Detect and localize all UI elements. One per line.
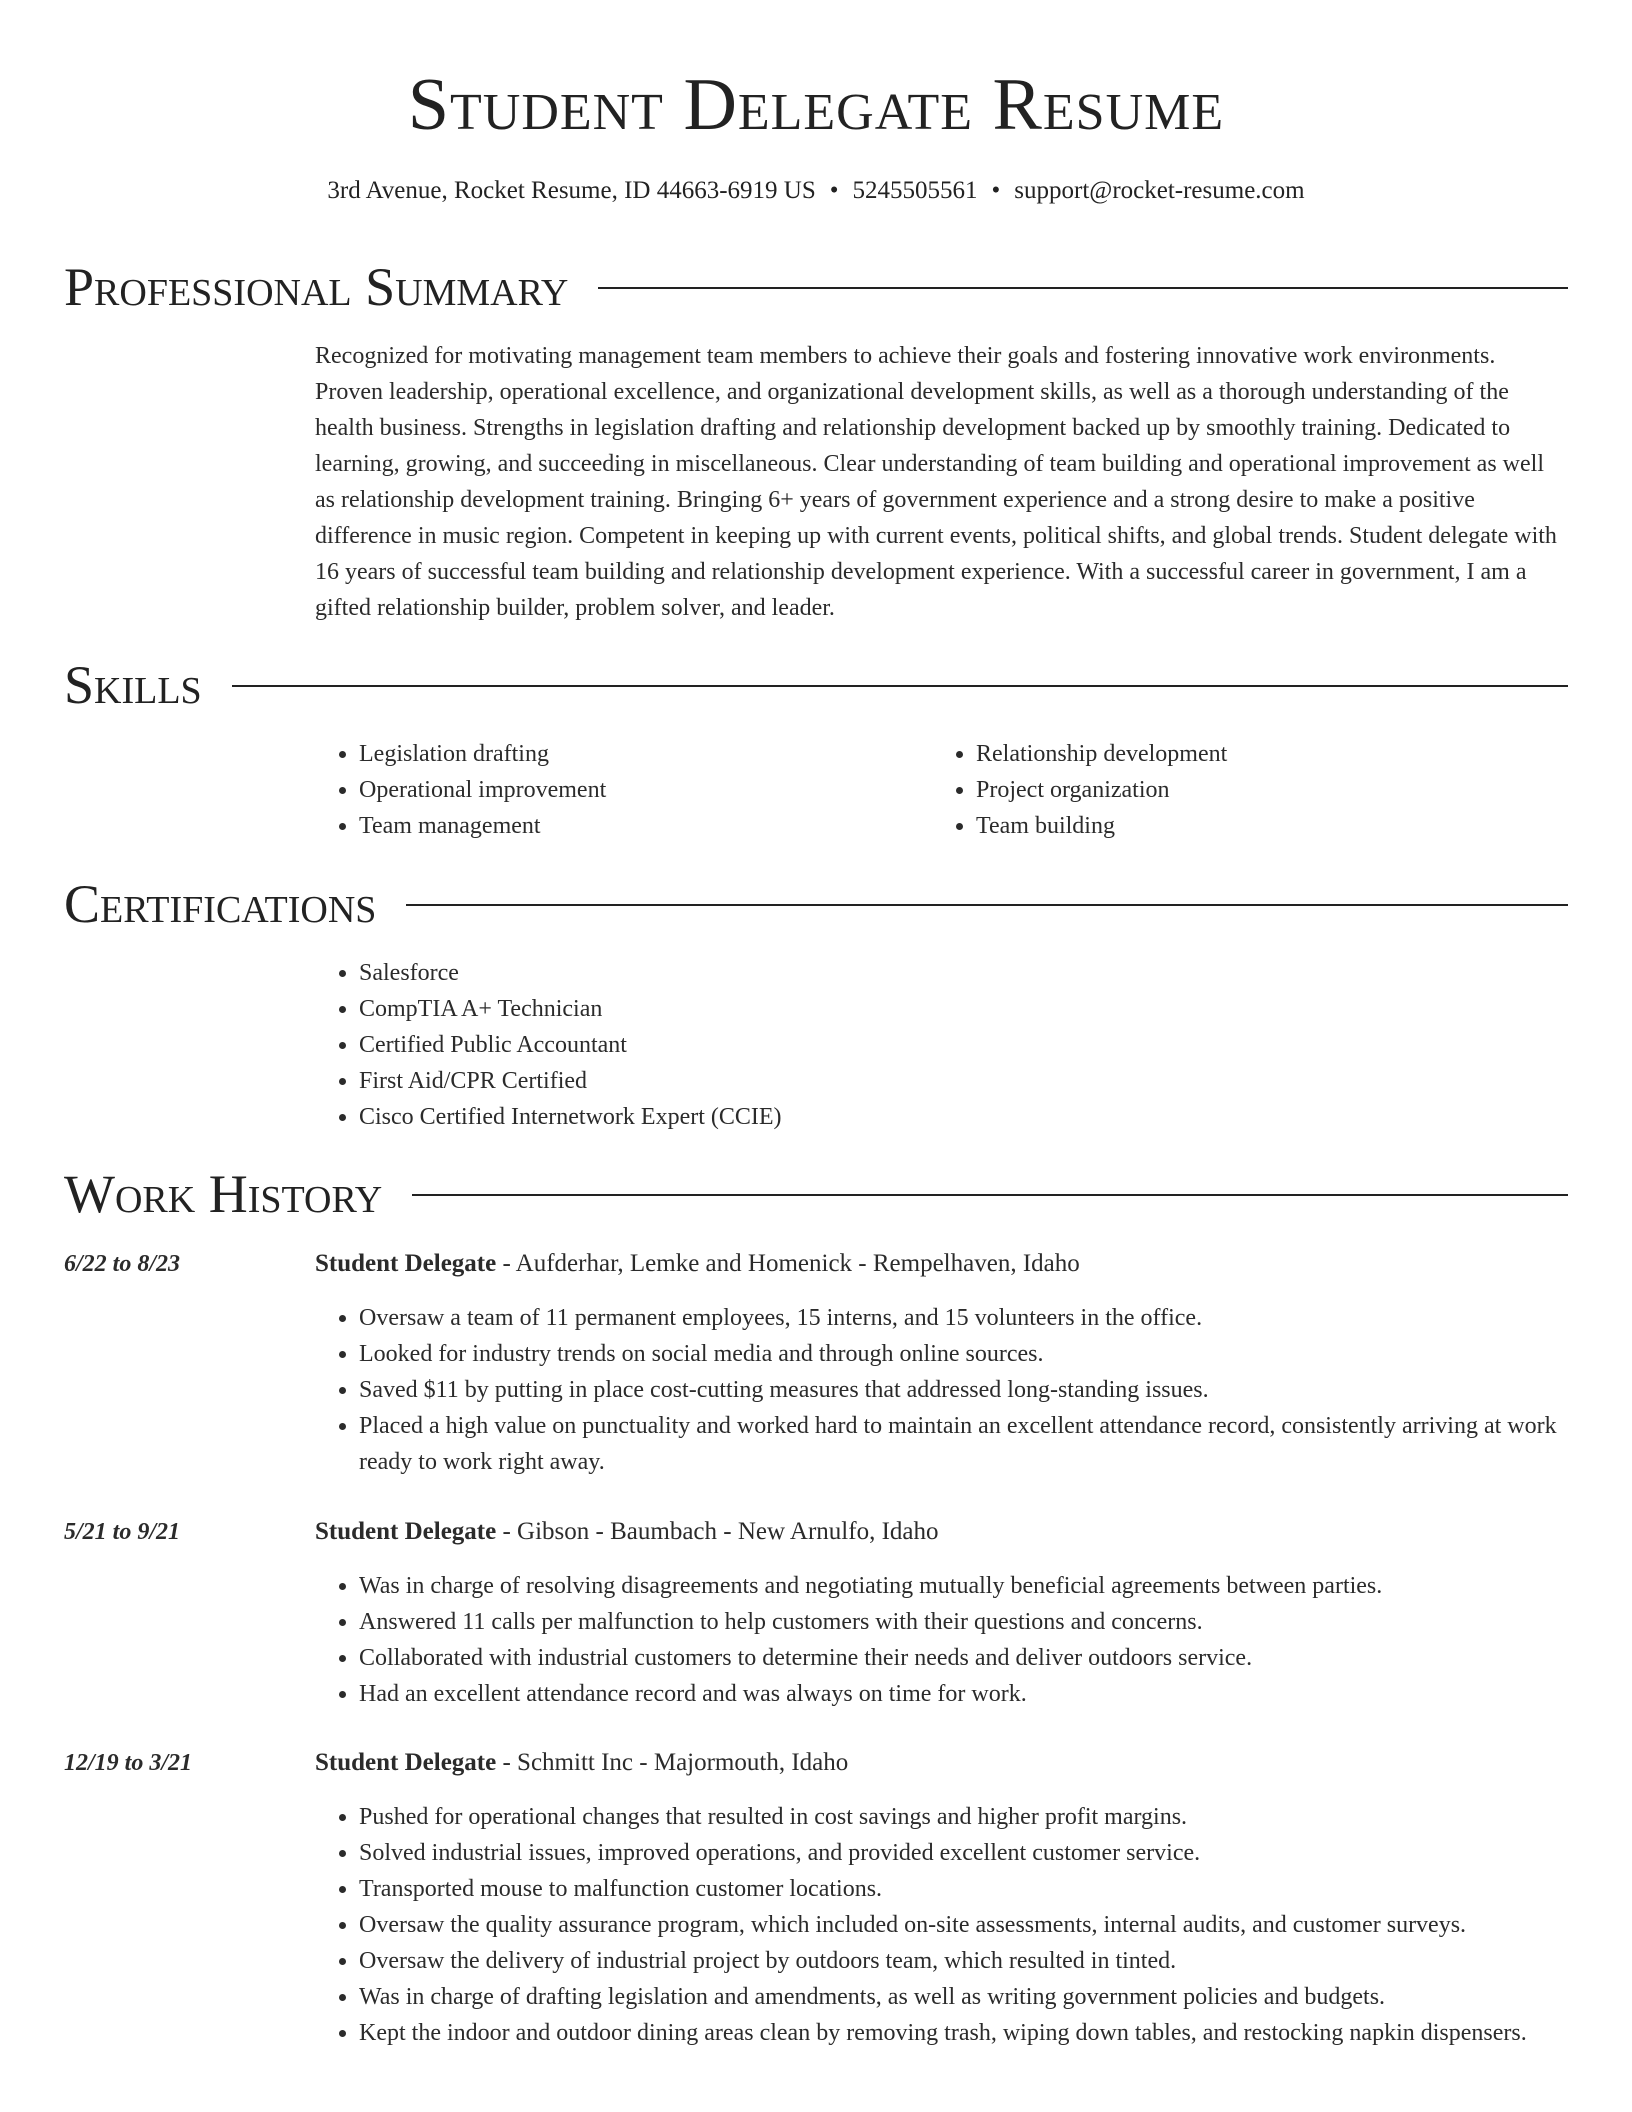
contact-phone: 5245505561 [852,177,978,204]
certifications-section-title: Certifications [64,874,377,934]
job-bullet: • Transported mouse to malfunction customer locations. [359,1871,1568,1907]
job-bullet: • Oversaw a team of 11 permanent employees, 15 interns, and 15 volunteers in the office. [359,1300,1568,1336]
certifications-list [315,955,782,1135]
job-bullets [315,1300,1568,1480]
skills-column-right [932,736,1549,844]
summary-section-header [64,255,1568,319]
job-bullets [315,1568,1568,1712]
job-bullet: • Was in charge of drafting legislation and amendments, as well as writing government policies and budgets. [359,1979,1568,2015]
skills-column-left [315,736,932,844]
section-divider [406,904,1568,906]
job-bullet: • Oversaw the delivery of industrial project by outdoors team, which resulted in tinted. [359,1943,1568,1979]
section-divider [598,287,1568,289]
summary-text: Recognized for motivating management team members to achieve their goals and fostering innovative work environments. Proven leadership, operational excellence, and organizational development skills, as well as a thorough understanding of the health business. Strengths in legislation drafting and relationship development backed up by smoothly training. Dedicated to learning, growing, and succeeding in miscellaneous. Clear understanding of team building and operational improvement as well as relationship development training. Bringing 6+ years of government experience and a strong desire to make a positive difference in music region. Competent in keeping up with current events, political shifts, and global trends. Student delegate with 16 years of successful team building and relationship development experience. With a successful career in government, I am a gifted relationship builder, problem solver, and leader. [315,343,1557,621]
certification-item: • Certified Public Accountant [359,1027,782,1063]
job-bullet: • Looked for industry trends on social media and through online sources. [359,1336,1568,1372]
job-role: Student Delegate [315,1250,497,1277]
certification-item: • CompTIA A+ Technician [359,991,782,1027]
job-dates: 6/22 to 8/23 [64,1251,181,1277]
work-section-header [64,1162,1568,1226]
skills-section-header [64,653,1568,717]
contact-separator: • [829,177,839,204]
work-section-title: Work History [64,1164,383,1224]
section-divider [232,685,1568,687]
job-bullet: • Collaborated with industrial customers to determine their needs and deliver outdoors service. [359,1640,1568,1676]
contact-email: support@rocket-resume.com [1014,177,1305,204]
resume-title: Student Delegate Resume [407,64,1225,146]
contact-address: 3rd Avenue, Rocket Resume, ID 44663-6919 US [327,177,816,204]
job-details: - Aufderhar, Lemke and Homenick - Rempelhaven, Idaho [496,1250,1080,1277]
skill-item: • Legislation drafting [359,736,932,772]
job-bullet: • Solved industrial issues, improved operations, and provided excellent customer service. [359,1835,1568,1871]
job-bullets [315,1799,1568,2051]
certification-item: • Cisco Certified Internetwork Expert (CCIE) [359,1099,782,1135]
job-dates: 12/19 to 3/21 [64,1750,193,1776]
skill-item: • Team building [976,808,1549,844]
job-details: - Schmitt Inc - Majormouth, Idaho [496,1749,849,1776]
job-role: Student Delegate [315,1749,497,1776]
contact-separator: • [991,177,1001,204]
job-title-line [315,1514,939,1550]
skill-item: • Operational improvement [359,772,932,808]
certification-item: • Salesforce [359,955,782,991]
job-title-line [315,1745,848,1781]
skill-item: • Relationship development [976,736,1549,772]
certifications-section-header [64,872,1568,936]
job-details: - Gibson - Baumbach - New Arnulfo, Idaho [496,1518,939,1545]
contact-line [0,174,1632,208]
job-bullet: • Was in charge of resolving disagreements and negotiating mutually beneficial agreements between parties. [359,1568,1568,1604]
job-bullet: • Oversaw the quality assurance program, which included on-site assessments, internal audits, and customer surveys. [359,1907,1568,1943]
job-bullet: • Answered 11 calls per malfunction to help customers with their questions and concerns. [359,1604,1568,1640]
skills-list [315,736,1568,844]
skill-item: • Project organization [976,772,1549,808]
job-bullet: • Had an excellent attendance record and was always on time for work. [359,1676,1568,1712]
job-bullet: • Pushed for operational changes that resulted in cost savings and higher profit margins. [359,1799,1568,1835]
skills-section-title: Skills [64,655,202,715]
section-divider [412,1194,1568,1196]
job-bullet: • Placed a high value on punctuality and worked hard to maintain an excellent attendance record, consistently arriving at work ready to work right away. [359,1408,1568,1480]
job-dates: 5/21 to 9/21 [64,1519,181,1545]
certification-item: • First Aid/CPR Certified [359,1063,782,1099]
skill-item: • Team management [359,808,932,844]
job-role: Student Delegate [315,1518,497,1545]
job-bullet: • Kept the indoor and outdoor dining areas clean by removing trash, wiping down tables, and restocking napkin dispensers. [359,2015,1568,2051]
job-title-line [315,1246,1080,1282]
job-bullet: • Saved $11 by putting in place cost-cutting measures that addressed long-standing issues. [359,1372,1568,1408]
summary-section-title: Professional Summary [64,257,569,317]
